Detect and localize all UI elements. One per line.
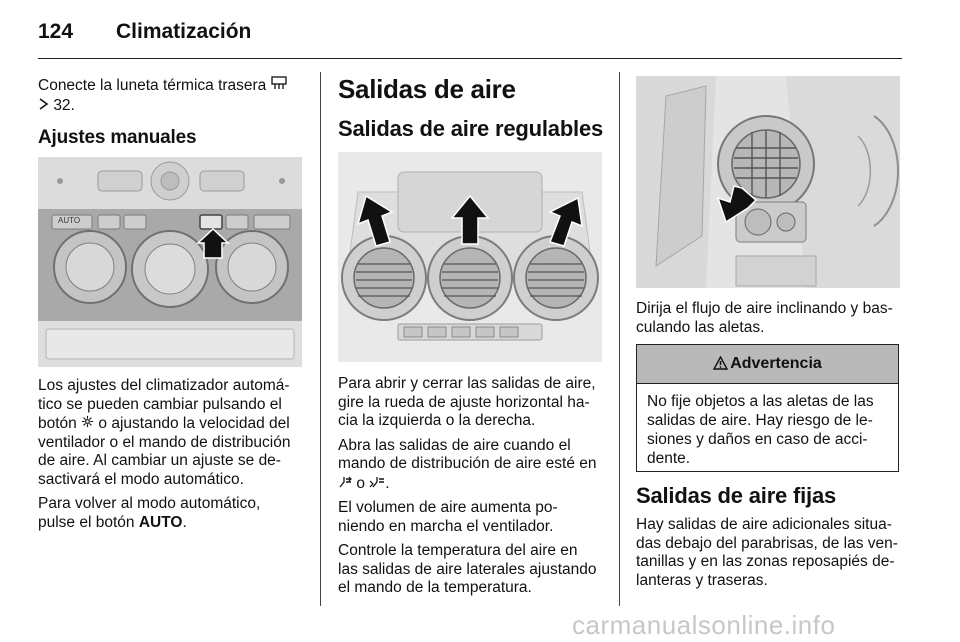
section-heading-manual-settings: Ajustes manuales [38, 127, 197, 148]
manual-settings-heading-wrap [38, 127, 196, 149]
fan-icon [81, 414, 94, 433]
section-heading-fixed-vents: Salidas de aire fijas [636, 483, 837, 508]
panel-auto-label: AUTO [58, 216, 81, 225]
c2-p1-line-c: cia la izquierda o la derecha. [338, 412, 536, 429]
c2-p4-line-b: las salidas de aire laterales ajustando [338, 560, 597, 578]
c2-p1-line-b: gire la rueda de ajuste horizontal ha- [338, 393, 590, 411]
auto-key-label: AUTO [138, 513, 183, 531]
c2-p2-line-c-end: . [385, 474, 390, 492]
c3-p2-line-d: lanteras y traseras. [636, 571, 768, 589]
c2-p3-line-a: El volumen de aire aumenta po- [338, 499, 558, 516]
air-distribution-upper-icon [338, 474, 352, 493]
section-heading-adjustable-vents: Salidas de aire regulables [338, 116, 604, 141]
figure-side-vent [636, 76, 900, 288]
reference-arrow-icon [38, 96, 49, 115]
page-number: 124 [38, 20, 74, 43]
section-heading-air-vents: Salidas de aire [338, 74, 516, 104]
intro-reference: 32. [53, 96, 75, 114]
side-vent-paragraph [636, 300, 904, 343]
p2-line-b-pre: pulse el botón [38, 513, 135, 531]
warning-line-4: dente. [647, 450, 691, 467]
p1-line-a: Los ajustes del climatizador automá- [38, 377, 290, 394]
figure-climate-control-panel [38, 157, 302, 367]
c2-p4-line-c: el mando de la temperatura. [338, 579, 532, 596]
c2-p2-line-c-mid: o [356, 474, 365, 492]
p1-line-d: ventilador o el mando de distribución [38, 433, 291, 451]
fixed-vents-heading-wrap [636, 483, 836, 509]
p2-line-b-post: . [182, 513, 187, 531]
c2-p2-line-b: mando de distribución de aire esté en [338, 455, 597, 472]
c2-p1-line-a: Para abrir y cerrar las salidas de aire, [338, 375, 596, 392]
column-divider-2 [619, 72, 620, 606]
warning-box [636, 344, 899, 472]
c3-p1-line-a: Dirija el flujo de aire inclinando y bas- [636, 300, 893, 317]
c3-p1-line-b: culando las aletas. [636, 318, 765, 336]
c2-p2-line-a: Abra las salidas de aire cuando el [338, 436, 571, 454]
warning-title: Advertencia [730, 355, 822, 372]
figure-adjustable-vents [338, 152, 602, 362]
p1-line-c-pre: botón [38, 415, 77, 432]
p1-line-c-post: o ajustando la velocidad del [98, 415, 290, 432]
p2-line-a: Para volver al modo automático, [38, 495, 261, 512]
page-title: Climatización [116, 20, 252, 43]
p1-line-e: de aire. Al cambiar un ajuste se de- [38, 452, 281, 469]
header-divider [38, 58, 902, 59]
warning-header [637, 345, 898, 384]
column-divider-1 [320, 72, 321, 606]
air-vents-heading-wrap [338, 74, 516, 105]
warning-triangle-icon [713, 356, 728, 373]
c2-p3-line-b: niendo en marcha el ventilador. [338, 517, 554, 535]
fixed-vents-paragraph [636, 516, 906, 596]
c3-p2-line-b: das debajo del parabrisas, de las ven- [636, 534, 898, 552]
c3-p2-line-c: tanillas y en las zonas reposapiés de- [636, 553, 895, 570]
adjustable-vents-heading-wrap [338, 116, 603, 142]
warning-line-1: No fije objetos a las aletas de las [647, 393, 874, 410]
warning-line-3: siones y daños en caso de acci- [647, 431, 868, 448]
air-distribution-upper-footwell-icon [369, 474, 385, 493]
c2-p4-line-a: Controle la temperatura del aire en [338, 542, 578, 559]
manual-settings-paragraphs [38, 377, 310, 538]
intro-paragraph [38, 76, 308, 115]
rear-window-heater-icon [271, 76, 287, 95]
watermark: carmanualsonline.info [572, 610, 836, 640]
warning-line-2: salidas de aire. Hay riesgo de le- [647, 412, 873, 429]
c3-p2-line-a: Hay salidas de aire adicionales situa- [636, 516, 892, 533]
p1-line-f: sactivará el modo automático. [38, 470, 244, 488]
adjustable-vents-paragraphs [338, 375, 608, 604]
p1-line-b: tico se pueden cambiar pulsando el [38, 395, 282, 413]
intro-text: Conecte la luneta térmica trasera [38, 77, 267, 94]
warning-body [637, 384, 898, 468]
